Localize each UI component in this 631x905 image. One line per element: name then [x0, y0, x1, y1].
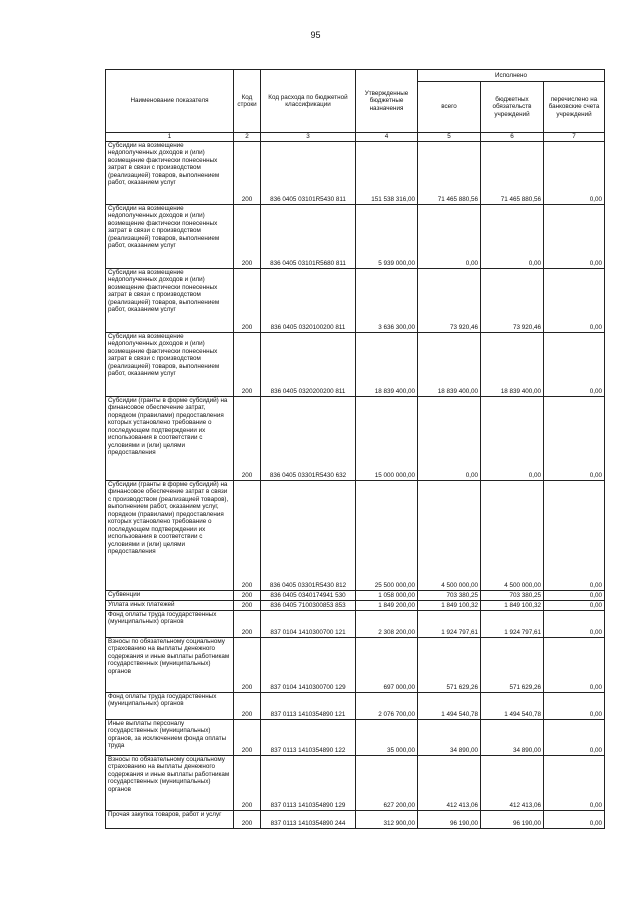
row-budget-code: 836 0405 0320100200 811 [261, 268, 356, 332]
row-obligations: 1 494 540,78 [481, 692, 544, 719]
row-line-code: 200 [234, 141, 261, 204]
row-budget-code: 836 0405 03101R5430 811 [261, 141, 356, 204]
row-name: Взносы по обязательному социальному страхованию на выплаты денежного содержания и иные выплаты работникам государственных (муниципальных) органов [106, 755, 234, 810]
row-budget-code: 837 0104 1410300700 129 [261, 637, 356, 692]
row-total: 0,00 [418, 396, 481, 480]
row-obligations: 1 849 100,32 [481, 600, 544, 610]
header-total: всего [418, 82, 481, 133]
row-obligations: 71 465 880,56 [481, 141, 544, 204]
row-total: 0,00 [418, 204, 481, 268]
row-line-code: 200 [234, 332, 261, 396]
header-obligations: бюджетных обязательств учреждений [481, 82, 544, 133]
row-transferred: 0,00 [544, 755, 605, 810]
column-number: 2 [234, 133, 261, 142]
row-budget-code: 836 0405 0320200200 811 [261, 332, 356, 396]
row-approved: 15 000 000,00 [356, 396, 418, 480]
row-budget-code: 837 0113 1410354890 129 [261, 755, 356, 810]
header-name: Наименование показателя [106, 70, 234, 133]
row-approved: 18 839 400,00 [356, 332, 418, 396]
row-total: 71 465 880,56 [418, 141, 481, 204]
row-transferred: 0,00 [544, 600, 605, 610]
row-transferred: 0,00 [544, 332, 605, 396]
row-obligations: 96 190,00 [481, 810, 544, 828]
row-transferred: 0,00 [544, 692, 605, 719]
budget-execution-table [105, 69, 605, 829]
column-number: 7 [544, 133, 605, 142]
row-obligations: 0,00 [481, 204, 544, 268]
column-number: 1 [106, 133, 234, 142]
row-total: 571 629,26 [418, 637, 481, 692]
row-approved: 151 538 316,00 [356, 141, 418, 204]
row-name: Уплата иных платежей [106, 600, 234, 610]
row-total: 412 413,06 [418, 755, 481, 810]
row-budget-code: 837 0113 1410354890 244 [261, 810, 356, 828]
row-total: 1 924 797,61 [418, 610, 481, 637]
row-obligations: 571 629,26 [481, 637, 544, 692]
row-total: 703 380,25 [418, 590, 481, 600]
header-transferred: перечислено на банковские счета учреждений [544, 82, 605, 133]
row-transferred: 0,00 [544, 590, 605, 600]
column-number: 4 [356, 133, 418, 142]
header-budget-code: Код расхода по бюджетной классификации [261, 70, 356, 133]
row-line-code: 200 [234, 396, 261, 480]
table-row [106, 600, 605, 610]
row-line-code: 200 [234, 268, 261, 332]
row-approved: 312 900,00 [356, 810, 418, 828]
header-approved: Утвержденные бюджетные назначения [356, 70, 418, 133]
row-approved: 2 076 700,00 [356, 692, 418, 719]
row-transferred: 0,00 [544, 396, 605, 480]
table-row [106, 204, 605, 268]
row-budget-code: 836 0405 03101R5680 811 [261, 204, 356, 268]
row-obligations: 18 839 400,00 [481, 332, 544, 396]
row-line-code: 200 [234, 755, 261, 810]
table-row [106, 637, 605, 692]
row-transferred: 0,00 [544, 204, 605, 268]
row-obligations: 73 920,46 [481, 268, 544, 332]
table-row [106, 396, 605, 480]
row-name: Иные выплаты персоналу государственных (муниципальных) органов, за исключением фонда оплаты труда [106, 719, 234, 755]
column-number: 5 [418, 133, 481, 142]
row-total: 96 190,00 [418, 810, 481, 828]
row-total: 1 494 540,78 [418, 692, 481, 719]
row-line-code: 200 [234, 590, 261, 600]
row-approved: 2 308 200,00 [356, 610, 418, 637]
row-line-code: 200 [234, 600, 261, 610]
table-row [106, 719, 605, 755]
row-line-code: 200 [234, 204, 261, 268]
row-budget-code: 837 0104 1410300700 121 [261, 610, 356, 637]
table-row [106, 332, 605, 396]
column-number: 3 [261, 133, 356, 142]
row-line-code: 200 [234, 480, 261, 590]
row-transferred: 0,00 [544, 141, 605, 204]
row-budget-code: 836 0405 7100300853 853 [261, 600, 356, 610]
row-budget-code: 836 0405 03301R5430 632 [261, 396, 356, 480]
table-row [106, 590, 605, 600]
row-transferred: 0,00 [544, 810, 605, 828]
row-approved: 627 200,00 [356, 755, 418, 810]
row-obligations: 0,00 [481, 396, 544, 480]
table-row [106, 810, 605, 828]
table-row [106, 755, 605, 810]
row-obligations: 703 380,25 [481, 590, 544, 600]
row-line-code: 200 [234, 692, 261, 719]
row-name: Фонд оплаты труда государственных (муниципальных) органов [106, 692, 234, 719]
row-approved: 3 636 300,00 [356, 268, 418, 332]
row-total: 73 920,46 [418, 268, 481, 332]
row-approved: 1 849 200,00 [356, 600, 418, 610]
row-obligations: 1 924 797,61 [481, 610, 544, 637]
row-budget-code: 836 0405 0340174941 530 [261, 590, 356, 600]
row-obligations: 34 890,00 [481, 719, 544, 755]
row-transferred: 0,00 [544, 719, 605, 755]
row-total: 1 849 100,32 [418, 600, 481, 610]
row-line-code: 200 [234, 719, 261, 755]
row-name: Субсидии (гранты в форме субсидий) на финансовое обеспечение затрат в связи с производством (реализацией товаров), выполнением работ, оказанием услуг, порядком (правилами) предоставления которых установлено требование о последующем подтверждении их использования в соответствии с условиями и (или) целями предоставления [106, 480, 234, 590]
table-row [106, 692, 605, 719]
table-row [106, 480, 605, 590]
header-line-code: Код строки [234, 70, 261, 133]
row-line-code: 200 [234, 637, 261, 692]
row-approved: 697 000,00 [356, 637, 418, 692]
row-budget-code: 836 0405 03301R5430 812 [261, 480, 356, 590]
row-budget-code: 837 0113 1410354890 121 [261, 692, 356, 719]
table-row [106, 268, 605, 332]
row-name: Субсидии на возмещение недополученных доходов и (или) возмещение фактически понесенных затрат в связи с производством (реализацией) товаров, выполнением работ, оказанием услуг [106, 332, 234, 396]
row-obligations: 412 413,06 [481, 755, 544, 810]
row-name: Субсидии на возмещение недополученных доходов и (или) возмещение фактически понесенных затрат в связи с производством (реализацией) товаров, выполнением работ, оказанием услуг [106, 204, 234, 268]
row-line-code: 200 [234, 610, 261, 637]
row-name: Субвенции [106, 590, 234, 600]
row-approved: 25 500 000,00 [356, 480, 418, 590]
page-number: 95 [310, 30, 321, 40]
row-approved: 1 058 000,00 [356, 590, 418, 600]
row-approved: 35 000,00 [356, 719, 418, 755]
row-transferred: 0,00 [544, 268, 605, 332]
table-row [106, 141, 605, 204]
row-transferred: 0,00 [544, 637, 605, 692]
row-name: Взносы по обязательному социальному страхованию на выплаты денежного содержания и иные выплаты работникам государственных (муниципальных) органов [106, 637, 234, 692]
row-total: 4 500 000,00 [418, 480, 481, 590]
row-name: Субсидии (гранты в форме субсидий) на финансовое обеспечение затрат, порядком (правилами) предоставления которых установлено требование о последующем подтверждении их использования в соответствии с условиями и (или) целями предоставления [106, 396, 234, 480]
row-obligations: 4 500 000,00 [481, 480, 544, 590]
row-transferred: 0,00 [544, 480, 605, 590]
row-name: Прочая закупка товаров, работ и услуг [106, 810, 234, 828]
row-budget-code: 837 0113 1410354890 122 [261, 719, 356, 755]
row-line-code: 200 [234, 810, 261, 828]
column-number: 6 [481, 133, 544, 142]
row-name: Фонд оплаты труда государственных (муниципальных) органов [106, 610, 234, 637]
row-name: Субсидии на возмещение недополученных доходов и (или) возмещение фактически понесенных затрат в связи с производством (реализацией) товаров, выполнением работ, оказанием услуг [106, 268, 234, 332]
row-transferred: 0,00 [544, 610, 605, 637]
row-name: Субсидии на возмещение недополученных доходов и (или) возмещение фактически понесенных затрат в связи с производством (реализацией) товаров, выполнением работ, оказанием услуг [106, 141, 234, 204]
header-executed: Исполнено [418, 70, 605, 82]
row-total: 34 890,00 [418, 719, 481, 755]
table-row [106, 610, 605, 637]
row-total: 18 839 400,00 [418, 332, 481, 396]
row-approved: 5 939 000,00 [356, 204, 418, 268]
